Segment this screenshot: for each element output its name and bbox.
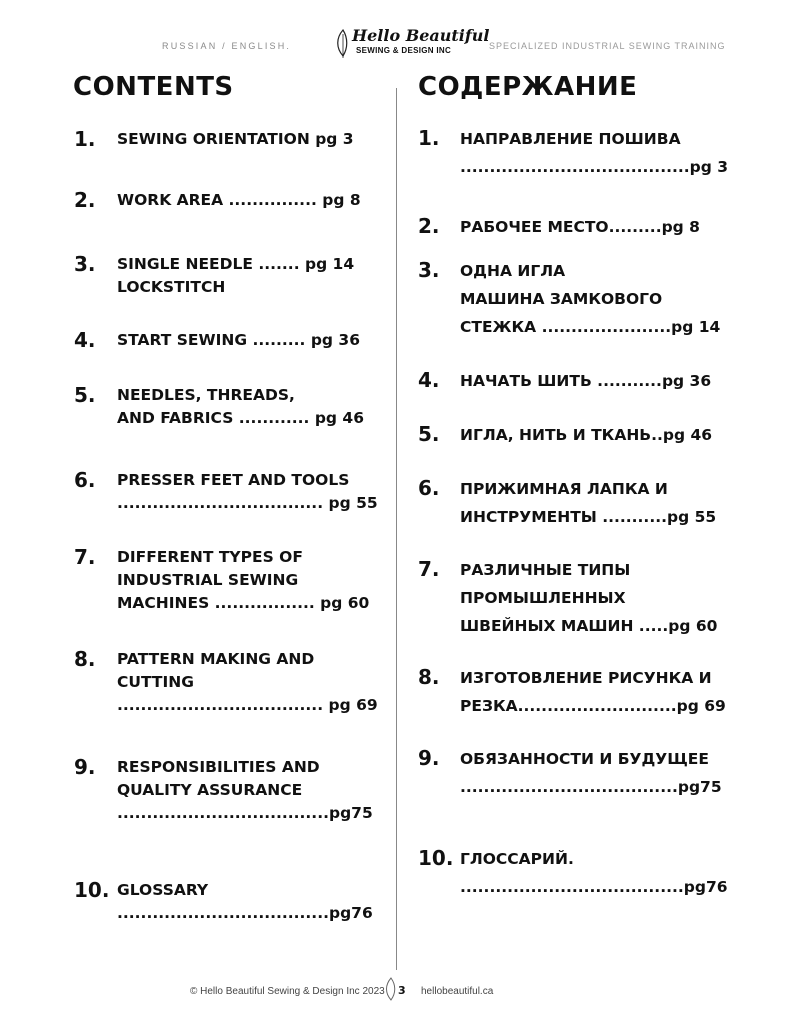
toc-entry-number: 4.	[418, 368, 440, 392]
logo-subtitle: SEWING & DESIGN INC	[356, 46, 452, 55]
toc-entry-number: 1.	[74, 127, 96, 151]
toc-entry-line: INDUSTRIAL SEWING	[117, 571, 299, 589]
toc-entry-number: 4.	[74, 328, 96, 352]
toc-entry-line: ................................... pg 55	[117, 494, 378, 512]
toc-entry-line: ОБЯЗАННОСТИ И БУДУЩЕЕ	[460, 750, 709, 768]
toc-entry-line: LOCKSTITCH	[117, 278, 226, 296]
toc-entry-number: 5.	[418, 422, 440, 446]
toc-entry-line: START SEWING ......... pg 36	[117, 331, 360, 349]
leaf-icon	[334, 28, 352, 60]
toc-entry-line: NEEDLES, THREADS,	[117, 386, 295, 404]
toc-entry-line: РАБОЧЕЕ МЕСТО.........pg 8	[460, 218, 700, 236]
contents-title-russian: СОДЕРЖАНИЕ	[418, 72, 638, 102]
toc-entry-number: 3.	[74, 252, 96, 276]
contents-title-english: CONTENTS	[73, 72, 234, 102]
toc-entry-number: 2.	[418, 214, 440, 238]
toc-entry-line: ......................................pg76	[460, 878, 728, 896]
toc-entry-number: 9.	[418, 746, 440, 770]
toc-entry-line: МАШИНА ЗАМКОВОГО	[460, 290, 663, 308]
toc-entry-line: НАЧАТЬ ШИТЬ ...........pg 36	[460, 372, 712, 390]
toc-entry-line: ИЗГОТОВЛЕНИЕ РИСУНКА И	[460, 669, 712, 687]
toc-entry-line: ИНСТРУМЕНТЫ ...........pg 55	[460, 508, 717, 526]
toc-entry-line: CUTTING	[117, 673, 194, 691]
toc-entry-line: ................................... pg 69	[117, 696, 378, 714]
toc-entry-line: ПРИЖИМНАЯ ЛАПКА И	[460, 480, 668, 498]
footer-copyright: © Hello Beautiful Sewing & Design Inc 2023	[190, 986, 385, 997]
leaf-icon	[384, 976, 398, 1002]
toc-entry-line: PRESSER FEET AND TOOLS	[117, 471, 350, 489]
toc-entry-line: GLOSSARY	[117, 881, 209, 899]
toc-entry-line: ПРОМЫШЛЕННЫХ	[460, 589, 626, 607]
toc-entry-number: 1.	[418, 126, 440, 150]
toc-entry-number: 8.	[74, 647, 96, 671]
toc-entry-number: 2.	[74, 188, 96, 212]
page-number: 3	[398, 984, 406, 997]
toc-entry-number: 6.	[74, 468, 96, 492]
toc-entry-line: ШВЕЙНЫХ МАШИН .....pg 60	[460, 617, 718, 635]
toc-entry-number: 3.	[418, 258, 440, 282]
toc-entry-line: ....................................pg76	[117, 904, 373, 922]
toc-entry-line: ГЛОССАРИЙ.	[460, 850, 574, 868]
column-divider	[396, 88, 397, 970]
toc-entry-line: .......................................pg 3	[460, 158, 729, 176]
toc-entry-number: 7.	[418, 557, 440, 581]
header-language-label: RUSSIAN / ENGLISH.	[162, 41, 292, 51]
toc-entry-line: DIFFERENT TYPES OF	[117, 548, 303, 566]
footer-website: hellobeautiful.ca	[421, 986, 494, 997]
toc-entry-line: QUALITY ASSURANCE	[117, 781, 303, 799]
logo-title: Hello Beautiful	[352, 26, 490, 45]
toc-entry-line: AND FABRICS ............ pg 46	[117, 409, 364, 427]
toc-entry-line: ....................................pg75	[117, 804, 373, 822]
toc-entry-line: СТЕЖКА ......................pg 14	[460, 318, 721, 336]
toc-entry-number: 10.	[418, 846, 454, 870]
toc-entry-line: ИГЛА, НИТЬ И ТКАНЬ..pg 46	[460, 426, 713, 444]
toc-entry-line: PATTERN MAKING AND	[117, 650, 315, 668]
toc-entry-line: РЕЗКА...........................pg 69	[460, 697, 726, 715]
toc-entry-line: SEWING ORIENTATION pg 3	[117, 130, 354, 148]
toc-entry-line: MACHINES ................. pg 60	[117, 594, 370, 612]
company-logo	[334, 26, 490, 60]
toc-entry-number: 8.	[418, 665, 440, 689]
toc-entry-line: НАПРАВЛЕНИЕ ПОШИВА	[460, 130, 681, 148]
header-tagline: SPECIALIZED INDUSTRIAL SEWING TRAINING	[489, 41, 726, 51]
toc-entry-line: SINGLE NEEDLE ....... pg 14	[117, 255, 355, 273]
toc-entry-line: .....................................pg75	[460, 778, 722, 796]
toc-entry-line: РАЗЛИЧНЫЕ ТИПЫ	[460, 561, 631, 579]
toc-entry-number: 7.	[74, 545, 96, 569]
toc-entry-line: ОДНА ИГЛА	[460, 262, 566, 280]
toc-entry-line: WORK AREA ............... pg 8	[117, 191, 361, 209]
toc-entry-number: 10.	[74, 878, 110, 902]
toc-entry-number: 6.	[418, 476, 440, 500]
toc-entry-number: 9.	[74, 755, 96, 779]
toc-entry-number: 5.	[74, 383, 96, 407]
toc-entry-line: RESPONSIBILITIES AND	[117, 758, 320, 776]
